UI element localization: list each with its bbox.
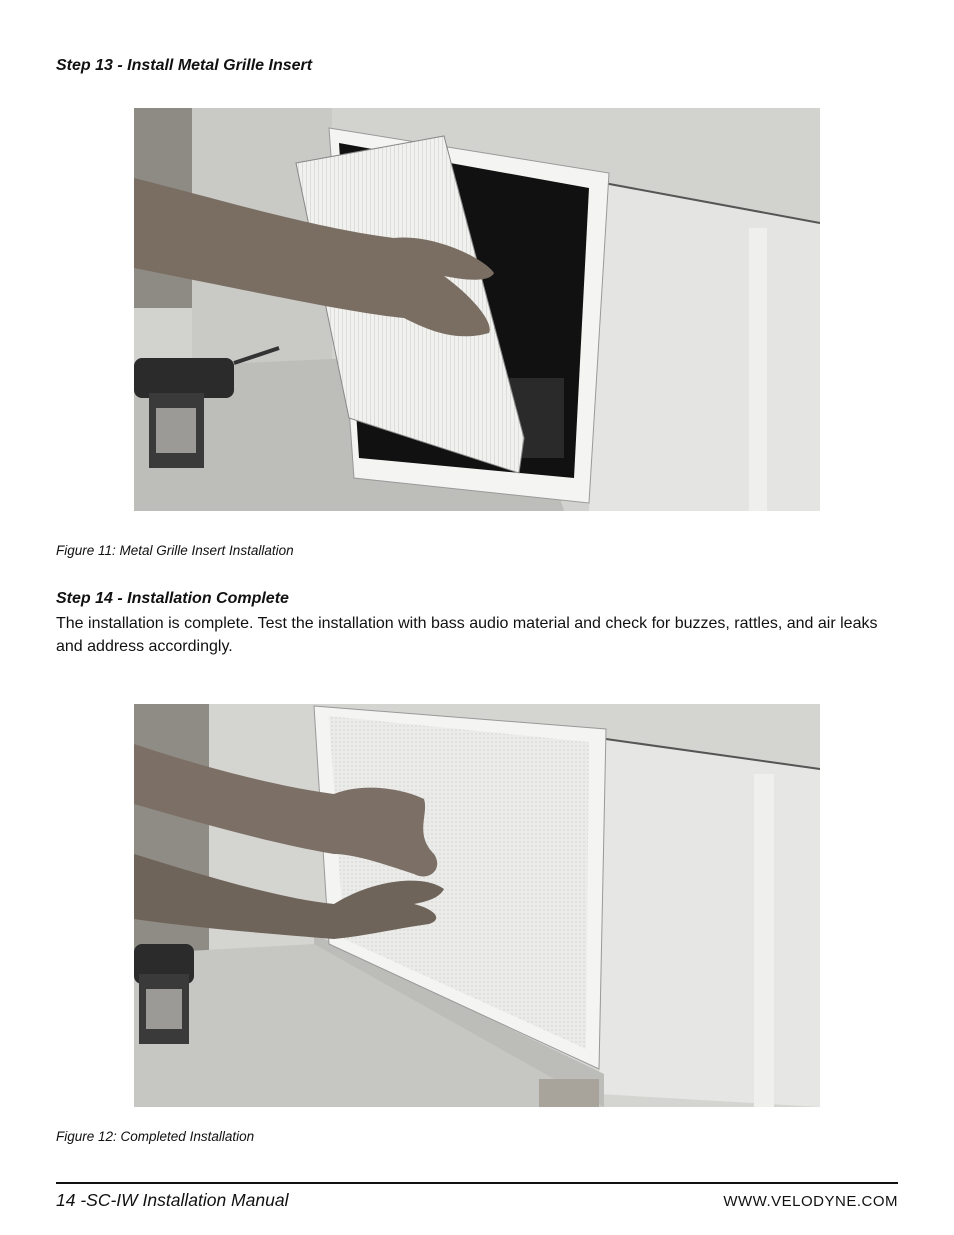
footer-manual-title: 14 -SC-IW Installation Manual xyxy=(56,1190,289,1210)
footer-website: WWW.VELODYNE.COM xyxy=(723,1193,898,1210)
completed-installation-illustration xyxy=(134,704,820,1107)
grille-insert-illustration xyxy=(134,108,820,511)
figure-12-caption: Figure 12: Completed Installation xyxy=(56,1129,255,1144)
figure-11-caption: Figure 11: Metal Grille Insert Installation xyxy=(56,543,294,558)
figure-12-photo xyxy=(134,704,820,1107)
step-14-body: The installation is complete. Test the installation with bass audio material and check for buzzes, rattles, and air leaks and address accordingly. xyxy=(56,615,878,655)
footer-divider xyxy=(56,1182,898,1184)
step-14-title: Step 14 - Installation Complete xyxy=(56,590,289,607)
step-13-title: Step 13 - Install Metal Grille Insert xyxy=(56,57,313,74)
figure-11-photo xyxy=(134,108,820,511)
